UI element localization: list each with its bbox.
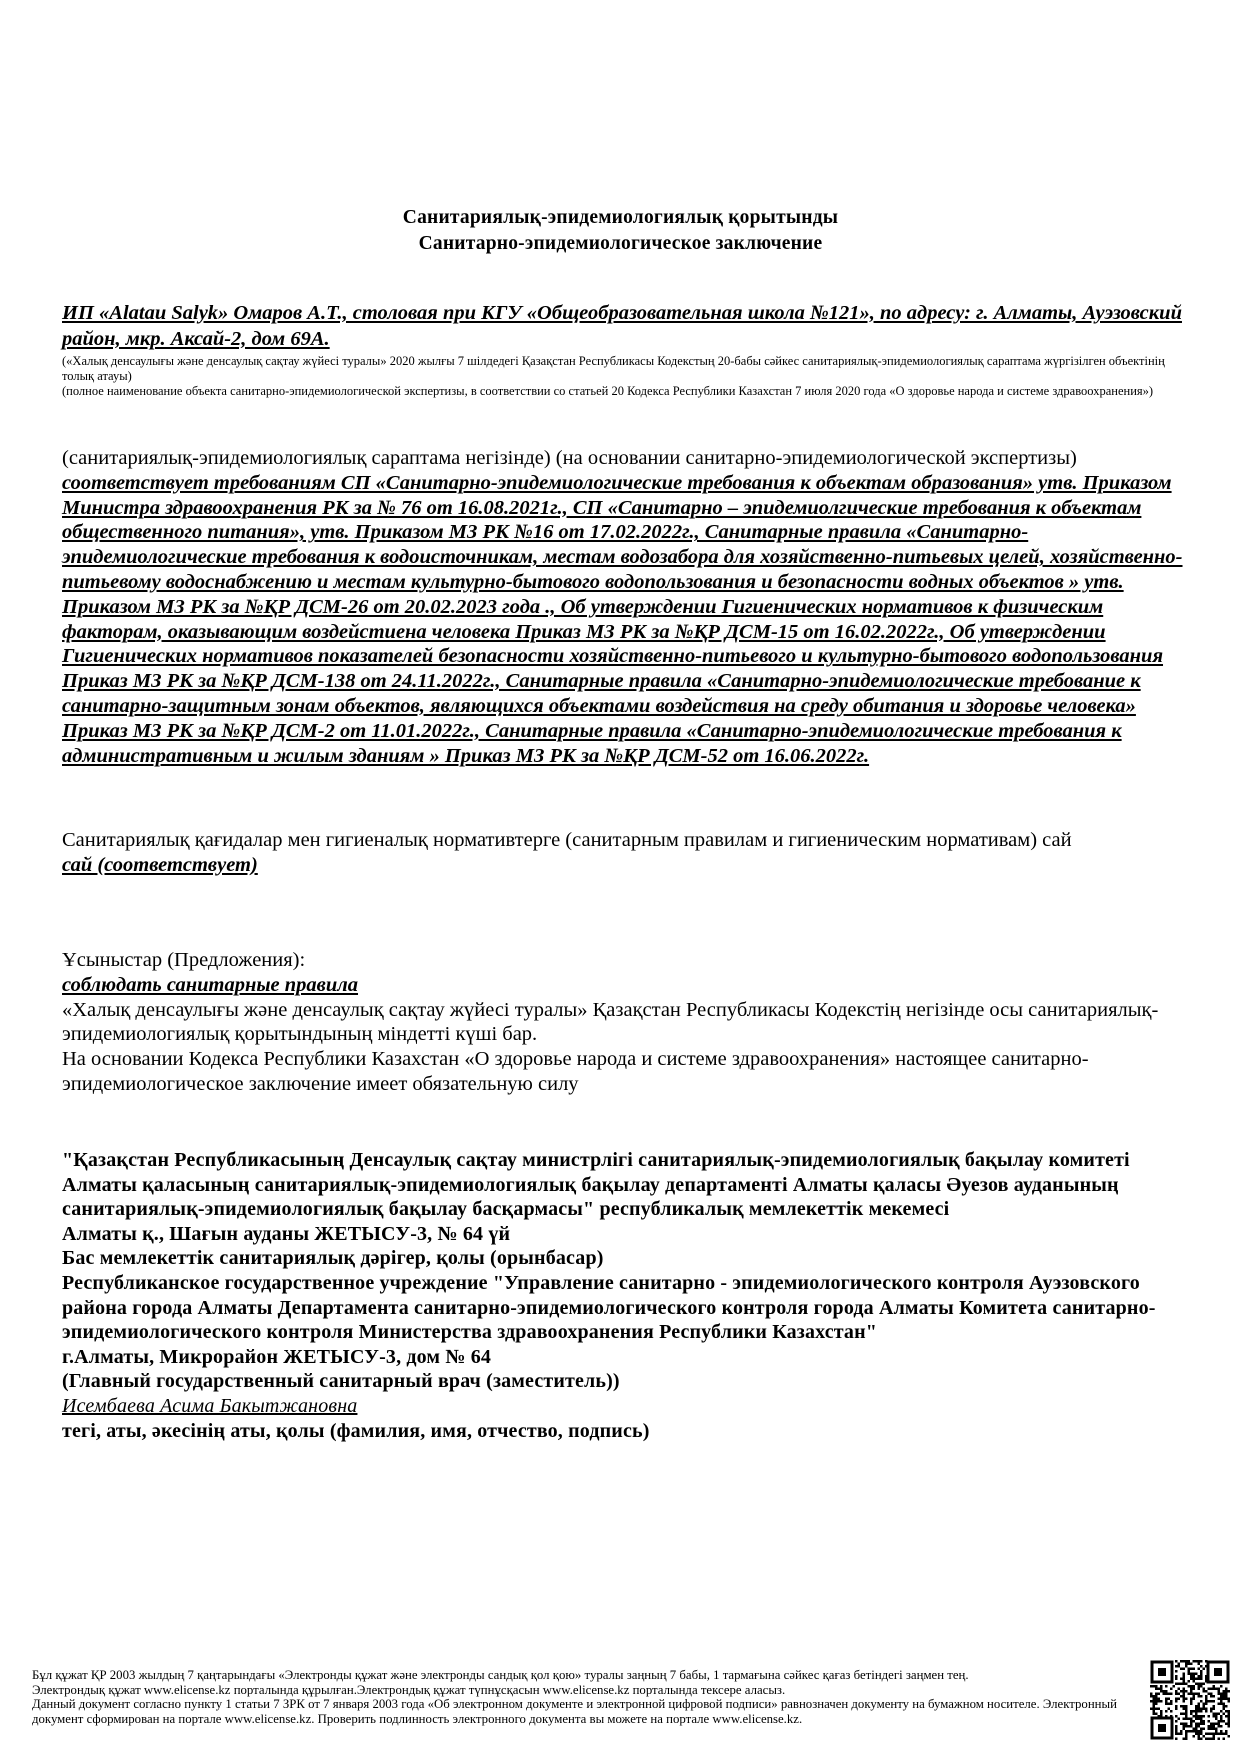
org-name-kz: "Қазақстан Республикасының Денсаулық сақтау министрлігі санитариялық-эпидемиологиялық бақылау комитеті Алматы қаласының санитариялық-эпидемиологиялық бақылау департаменті Алматы қаласы Әуезов ауданының санитариялық-эпидемиологиялық бақылау басқармасы" республикалық мемлекеттік мекемесі [62,1149,1130,1221]
object-note-ru: (полное наименование объекта санитарно-эпидемиологической экспертизы, в соответствии со статьей 20 Кодекса Республики Казахстан 7 июля 2020 года «О здоровье народа и системе здравоохранения») [62,384,1154,398]
signer-name: Исембаева Асима Бакытжановна [62,1394,358,1417]
object-name: ИП «Alatau Salyk» Омаров А.Т., столовая при КГУ «Общеобразовательная школа №121», по адресу: г. Алматы, Ауэзовский район, мкр. Аксай-2, дом 69А. [62,302,1182,350]
compliance-value: сай (соответствует) [62,853,258,876]
title-ru: Санитарно-эпидемиологическое заключение [418,233,823,254]
org-name-ru: Республиканское государственное учреждение "Управление санитарно - эпидемиологического контроля Ауэзовского района города Алматы Департамента санитарно-эпидемиологического контроля города Алматы Комитета санитарно-эпидемиологического контроля Министерства здравоохранения Республики Казахстан" [62,1271,1156,1344]
object-note-kz: («Халық денсаулығы және денсаулық сақтау жүйесі туралы» 2020 жылғы 7 шілдедегі Қазақстан Республикасы Кодекстың 20-бабы сәйкес санитариялық-эпидемиологиялық сараптама жүргізілген объектінің толық атауы) [62,354,1165,383]
compliance-label: Санитариялық қағидалар мен гигиеналық нормативтерге (санитарным правилам и гигиеническим нормативам) сай [62,829,1072,851]
footer-ru-text: Данный документ согласно пункту 1 статьи 7 ЗРК от 7 января 2003 года «Об электронном документе и электронной цифровой подписи» равнозначен документу на бумажном носителе. Электронный документ сформирован на портале www.elicense.kz. Проверить подлинность электронного документа вы можете на портале www.elicense.kz. [32,1697,1117,1726]
footer-kz-line1: Бұл құжат ҚР 2003 жылдың 7 қаңтарындағы «Электронды құжат және электронды сандық қол қою» туралы заңның 7 бабы, 1 тармағына сәйкес қағаз бетіндегі заңмен тең. [32,1668,969,1682]
proposals-value: соблюдать санитарные правила [62,973,359,996]
expertise-result: соответствует требованиям СП «Санитарно-эпидемиологические требования к объектам образования» утв. Приказом Министра здравоохранения РК за № 76 от 16.08.2021г., СП «Санитарно – эпидемиолгические требования к объектам общественного питания», утв. Приказом МЗ РК №16 от 17.02.2022г., Санитарные правила «Санитарно-эпидемиологические требования к водоисточникам, местам водозабора для хозяйственно-питьевых целей, хозяйственно-питьевому водоснабжению и местам культурно-бытового водопользования и безопасности водных объектов » утв. Приказом МЗ РК за №ҚР ДСМ-26 от 20.02.2023 года ., Об утверждении Гигиенических нормативов к физическим факторам, оказывающим воздейстиена человека Приказ МЗ РК за №ҚР ДСМ-15 от 16.02.2022г., Об утверждении Гигиенических нормативов показателей безопасности хозяйственно-питьевого и культурно-бытового водопользования Приказ МЗ РК за №ҚР ДСМ-138 от 24.11.2022г., Санитарные правила «Санитарно-эпидемиологические требование к санитарно-защитным зонам объектов, являющихся объектами воздействия на среду обитания и здоровье человека» Приказ МЗ РК за №ҚР ДСМ-2 от 11.01.2022г., Санитарные правила «Санитарно-эпидемиологические требования к административным и жилым зданиям » Приказ МЗ РК за №ҚР ДСМ-52 от 16.06.2022г. [62,471,1183,767]
qr-code-icon [1150,1660,1230,1740]
proposals-section [62,948,1187,1097]
document-title [0,205,1241,257]
footer-kz-line2: Электрондық құжат www.elicense.kz порталында құрылған.Электрондық құжат түпнұсқасын www.elicense.kz порталында тексере аласыз. [32,1682,786,1697]
legal-kz: «Халық денсаулығы және денсаулық сақтау жүйесі туралы» Қазақстан Республикасы Кодекстің негізінде осы санитариялық-эпидемиологиялық қорытындының міндетті күші бар. [62,998,1159,1046]
signer-caption: тегі, аты, әкесінің аты, қолы (фамилия, имя, отчество, подпись) [62,1419,650,1442]
organization-block [62,1148,1192,1443]
expertise-basis: (санитариялық-эпидемиологиялық сараптама негізінде) (на основании санитарно-эпидемиологической экспертизы) [62,447,1077,469]
org-address-ru: г.Алматы, Микрорайон ЖЕТЫСУ-3, дом № 64 [62,1345,492,1368]
proposals-label: Ұсыныстар (Предложения): [62,949,306,971]
expertise-section [62,446,1187,768]
compliance-section [62,828,1187,878]
org-position-kz: Бас мемлекеттік санитариялық дәрігер, қолы (орынбасар) [62,1247,604,1270]
legal-ru: На основании Кодекса Республики Казахстан «О здоровье народа и системе здравоохранения» настоящее санитарно-эпидемиологическое заключение имеет обязательную силу [62,1048,1089,1095]
org-address-kz: Алматы қ., Шағын ауданы ЖЕТЫСУ-3, № 64 үй [62,1222,511,1245]
footer-note [32,1668,1132,1726]
org-position-ru: (Главный государственный санитарный врач (заместитель)) [62,1370,620,1393]
title-kz: Санитариялық-эпидемиологиялық қорытынды [402,207,839,228]
